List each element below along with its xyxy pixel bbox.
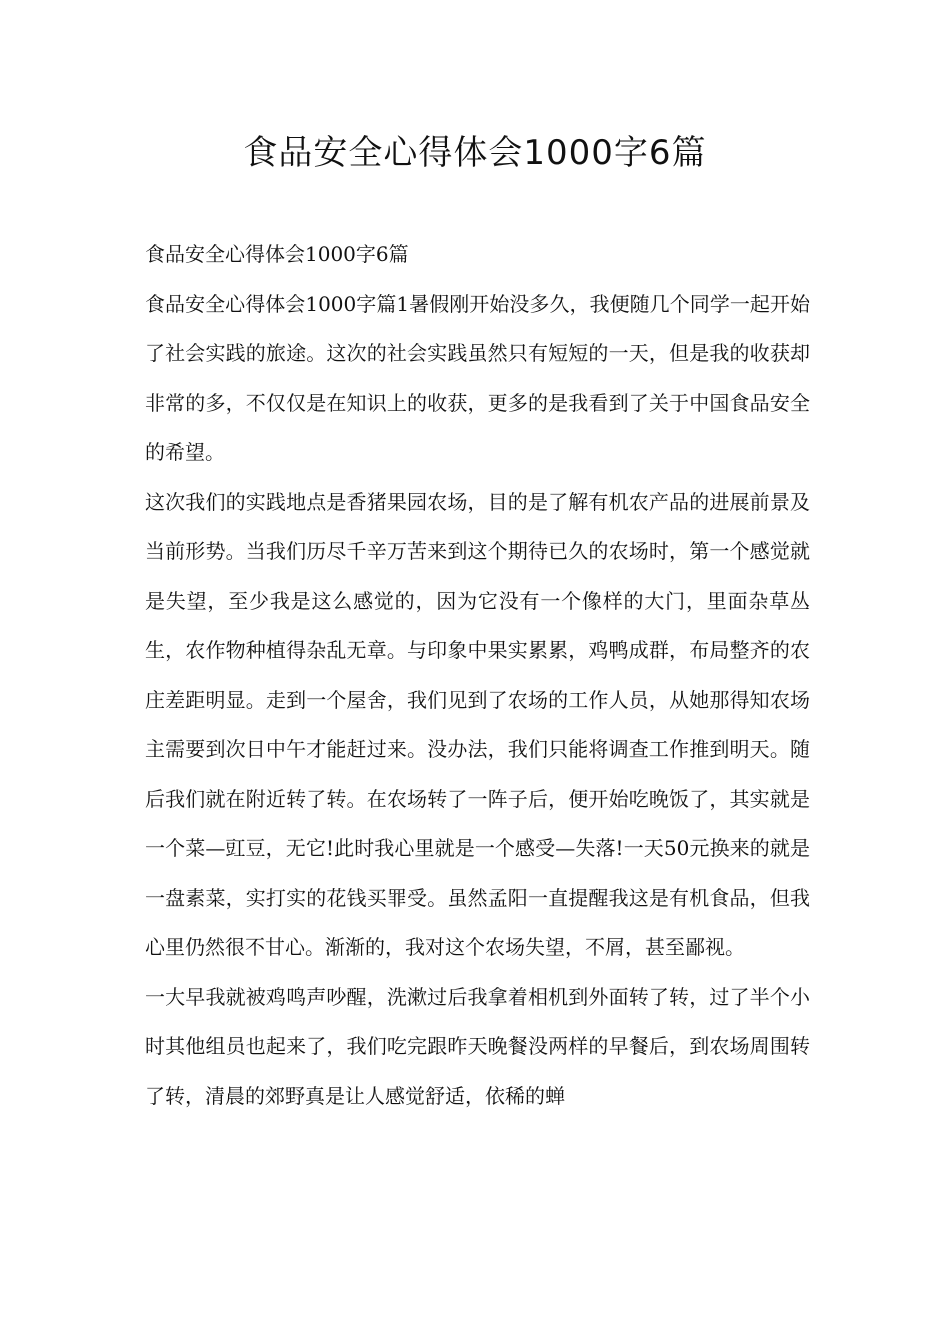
paragraph-1: 食品安全心得体会1000字篇1暑假刚开始没多久，我便随几个同学一起开始了社会实践的旅途。这次的社会实践虽然只有短短的一天，但是我的收获却非常的多，不仅仅是在知识上的收获，更多的是我看到了关于中国食品安全的希望。 — [145, 291, 810, 464]
paragraph-2: 这次我们的实践地点是香猪果园农场，目的是了解有机农产品的进展前景及当前形势。当我们历尽千辛万苦来到这个期待已久的农场时，第一个感觉就是失望，至少我是这么感觉的，因为它没有一个像样的大门，里面杂草丛生，农作物种植得杂乱无章。与印象中果实累累，鸡鸭成群，布局整齐的农庄差距明显。走到一个屋舍，我们见到了农场的工作人员，从她那得知农场主需要到次日中午才能赶过来。没办法，我们只能将调查工作推到明天。随后我们就在附近转了转。在农场转了一阵子后，便开始吃晚饭了，其实就是一个菜—豇豆，无它!此时我心里就是一个感受—失落!一天50元换来的就是一盘素菜，实打实的花钱买罪受。虽然孟阳一直提醒我这是有机食品，但我心里仍然很不甘心。渐渐的，我对这个农场失望，不屑，甚至鄙视。 — [145, 489, 810, 959]
document-body — [145, 230, 810, 1121]
paragraph-3: 一大早我就被鸡鸣声吵醒，洗漱过后我拿着相机到外面转了转，过了半个小时其他组员也起来了，我们吃完跟昨天晚餐没两样的早餐后，到农场周围转了转，清晨的郊野真是让人感觉舒适，依稀的蝉 — [145, 984, 810, 1108]
paragraph-subtitle: 食品安全心得体会1000字6篇 — [145, 242, 409, 266]
document-title: 食品安全心得体会1000字6篇 — [243, 133, 707, 173]
